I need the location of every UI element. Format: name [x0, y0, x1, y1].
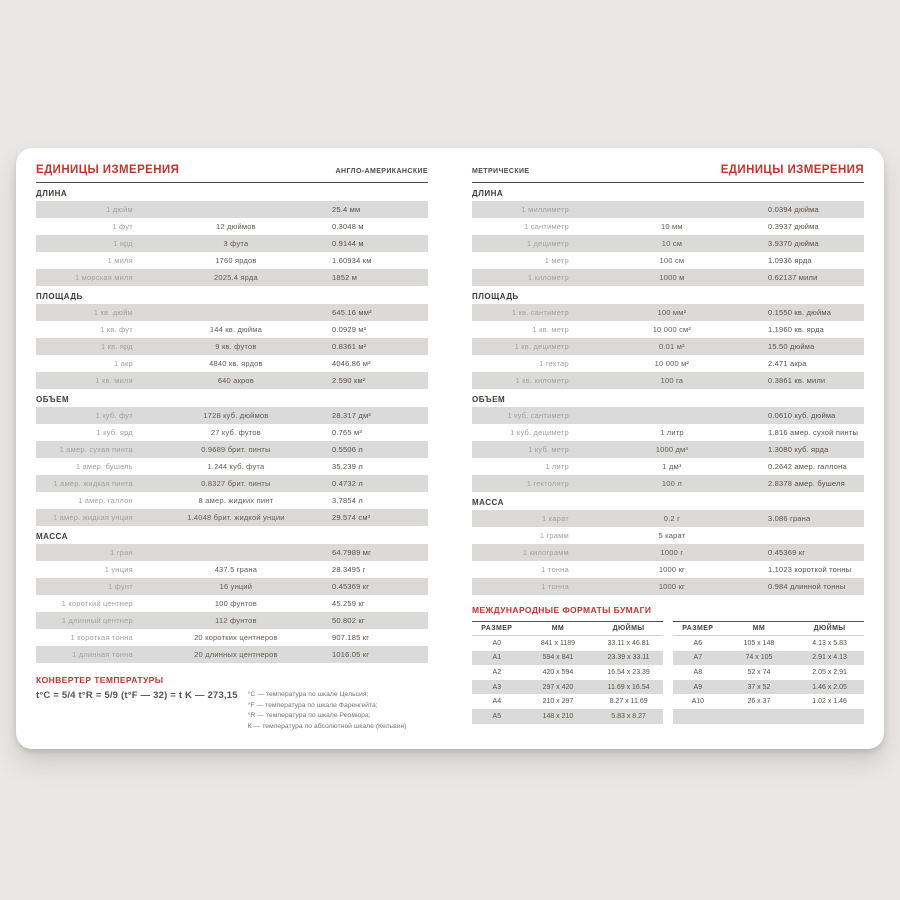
- table-row: [36, 578, 428, 595]
- note-line: К — температура по абсолютной шкале (Кельвин): [247, 722, 407, 730]
- temperature-notes: [248, 690, 428, 732]
- cell: 1.0936 ярда: [767, 256, 812, 265]
- cell: 3.7854 л: [331, 496, 363, 505]
- cell: 1 миллиметр: [521, 205, 569, 214]
- cell: 1 литр: [545, 462, 569, 471]
- note-line: °F — температура по шкале Фаренгейта;: [247, 701, 378, 709]
- cell: 0.1550 кв. дюйма: [767, 308, 832, 317]
- cell: 1.60934 км: [331, 256, 372, 265]
- cell: 640 акров: [217, 376, 254, 385]
- cell: 1 гран: [110, 548, 133, 557]
- cell: 1 длинная тонна: [72, 650, 133, 659]
- cell: 0.2642 амер. галлона: [767, 462, 847, 471]
- cell: 1 куб. сантиметр: [507, 411, 569, 420]
- table-row: [673, 651, 864, 666]
- cell: A5: [492, 712, 502, 720]
- paper-table-a0-a5: [472, 621, 663, 724]
- page-anglo-american: [36, 148, 428, 749]
- cell: 52 x 74: [747, 668, 771, 676]
- cell: 2.05 x 2.91: [812, 668, 847, 676]
- cell: A3: [492, 683, 502, 691]
- cell: 0.4732 л: [331, 479, 363, 488]
- cell: 1 куб. метр: [528, 445, 569, 454]
- cell: 0.0929 м²: [331, 325, 367, 334]
- table-row: [36, 338, 428, 355]
- table-row: [472, 544, 864, 561]
- volume-table: [36, 407, 428, 526]
- page-subtitle: МЕТРИЧЕСКИЕ: [472, 168, 530, 175]
- paper-formats: [472, 605, 864, 724]
- cell: 3.086 грана: [767, 514, 811, 523]
- cell: 12 дюймов: [216, 222, 256, 231]
- table-row: [36, 407, 428, 424]
- cell: 1 грамм: [539, 531, 569, 540]
- cell: 8 амер. жидких пинт: [198, 496, 274, 505]
- cell: 1 длинный центнер: [61, 616, 133, 625]
- cell: 1000 м: [659, 273, 685, 282]
- cell: 1 амер. галлон: [78, 496, 133, 505]
- section-title: ДЛИНА: [36, 189, 68, 198]
- cell: 0.0394 дюйма: [767, 205, 819, 214]
- table-row: [36, 458, 428, 475]
- section-volume: [36, 396, 428, 526]
- cell: 100 фунтов: [214, 599, 257, 608]
- length-table: [36, 201, 428, 286]
- cell: 437.5 грана: [214, 565, 258, 574]
- table-row: [472, 458, 864, 475]
- table-row: [36, 252, 428, 269]
- table-row: [472, 561, 864, 578]
- cell: 144 кв. дюйма: [209, 325, 262, 334]
- area-table: [472, 304, 864, 389]
- table-row: [36, 561, 428, 578]
- table-row: [472, 304, 864, 321]
- cell: 645.16 мм²: [331, 308, 372, 317]
- cell: 1.1023 короткой тонны: [767, 565, 852, 574]
- table-row: [673, 680, 864, 695]
- cell: 100 л: [661, 479, 682, 488]
- cell: 1 километр: [527, 273, 569, 282]
- cell: 2.590 км²: [331, 376, 366, 385]
- cell: 1000 кг: [658, 582, 685, 591]
- cell: 16 унций: [219, 582, 253, 591]
- table-row: [472, 578, 864, 595]
- table-row: [472, 636, 663, 651]
- cell: 0.2 г: [663, 514, 681, 523]
- table-row: [472, 269, 864, 286]
- cell: 0.3937 дюйма: [767, 222, 819, 231]
- cell: 594 x 841: [542, 654, 574, 662]
- paper-rows: [472, 636, 663, 724]
- page-header: [36, 161, 428, 176]
- cell: 297 x 420: [542, 683, 574, 691]
- table-row: [472, 201, 864, 218]
- cell: 210 x 297: [542, 698, 574, 706]
- section-title: ПЛОЩАДЬ: [36, 292, 83, 301]
- table-row: [36, 646, 428, 663]
- cell: 20 длинных центнеров: [194, 650, 278, 659]
- cell: 28.3495 г: [331, 565, 366, 574]
- cell: A9: [693, 683, 703, 691]
- note-line: °C — температура по шкале Цельсия;: [247, 691, 369, 698]
- section-title: МАССА: [472, 498, 504, 507]
- section-title: ОБЪЕМ: [36, 395, 70, 404]
- cell: 1.02 x 1.46: [812, 698, 847, 706]
- paper-formats-title: МЕЖДУНАРОДНЫЕ ФОРМАТЫ БУМАГИ: [472, 605, 652, 615]
- table-row: [36, 269, 428, 286]
- cell: 50.802 кг: [331, 616, 365, 625]
- cell: 4046.86 м²: [331, 359, 371, 368]
- table-row: [36, 509, 428, 526]
- table-row: [36, 441, 428, 458]
- table-row: [472, 424, 864, 441]
- header-rule: [472, 182, 864, 183]
- page-subtitle: АНГЛО-АМЕРИКАНСКИЕ: [335, 168, 428, 175]
- page-metric: [472, 148, 864, 749]
- cell: 1.1960 кв. ярда: [767, 325, 825, 334]
- table-row: [36, 304, 428, 321]
- cell: A0: [492, 639, 502, 647]
- table-row: [36, 218, 428, 235]
- table-row: [472, 709, 663, 724]
- cell: 2025.4 ярда: [213, 273, 258, 282]
- cell: 2.471 акра: [767, 359, 807, 368]
- cell: 1000 дм³: [655, 445, 689, 454]
- cell: 420 x 594: [542, 668, 574, 676]
- cell: 1.4048 брит. жидкой унции: [187, 513, 285, 522]
- table-row: [472, 510, 864, 527]
- table-row: [36, 544, 428, 561]
- table-row: [36, 612, 428, 629]
- cell: 1 тонна: [541, 565, 569, 574]
- cell: A8: [693, 668, 703, 676]
- cell: 0.765 м³: [331, 428, 363, 437]
- cell: 27 куб. футов: [210, 428, 261, 437]
- cell: 1 дециметр: [526, 239, 569, 248]
- cell: A1: [492, 654, 502, 662]
- cell: 0.5506 л: [331, 445, 363, 454]
- mass-table: [36, 544, 428, 663]
- cell: 9 кв. футов: [215, 342, 257, 351]
- cell: 907.185 кг: [331, 633, 370, 642]
- table-row: [673, 694, 864, 709]
- cell: 45.259 кг: [331, 599, 365, 608]
- cell: 1 амер. жидкая пинта: [53, 479, 133, 488]
- cell: 1 фут: [112, 222, 133, 231]
- cell: 1 ярд: [113, 239, 133, 248]
- cell: 11.69 x 16.54: [607, 683, 650, 691]
- cell: 26 x 37: [747, 698, 771, 706]
- section-length: [472, 190, 864, 286]
- table-row: [36, 321, 428, 338]
- cell: 1 миля: [107, 256, 133, 265]
- table-row: [472, 218, 864, 235]
- cell: 148 x 210: [542, 712, 574, 720]
- cell: 3 фута: [223, 239, 249, 248]
- length-table: [472, 201, 864, 286]
- section-title: ДЛИНА: [472, 189, 504, 198]
- cell: 1 дюйм: [106, 205, 133, 214]
- cell: 1 гектар: [539, 359, 569, 368]
- cell: 1 куб. фут: [95, 411, 133, 420]
- cell: 1 акр: [113, 359, 133, 368]
- table-row: [472, 527, 864, 544]
- temperature-body: [36, 690, 428, 732]
- cell: A10: [691, 698, 705, 706]
- table-row: [472, 680, 663, 695]
- table-row: [472, 651, 663, 666]
- cell: 0.9144 м: [331, 239, 364, 248]
- section-area: [472, 293, 864, 389]
- cell: A4: [492, 698, 502, 706]
- section-title: ПЛОЩАДЬ: [472, 292, 519, 301]
- col-header-mm: ММ: [551, 625, 565, 632]
- table-row: [36, 475, 428, 492]
- cell: 1 унция: [104, 565, 133, 574]
- table-row: [36, 424, 428, 441]
- cell: 0.0610 куб. дюйма: [767, 411, 836, 420]
- cell: 16.54 x 23.39: [607, 668, 650, 676]
- cell: 112 фунтов: [215, 616, 257, 625]
- cell: 0.62137 мили: [767, 273, 818, 282]
- cell: 0.3861 кв. мили: [767, 376, 826, 385]
- table-row: [36, 595, 428, 612]
- cell: 1 амер. жидкая унция: [52, 513, 133, 522]
- cell: A7: [693, 654, 703, 662]
- cell: 0.9689 брит. пинты: [201, 445, 271, 454]
- cell: 4.13 x 5.83: [812, 639, 847, 647]
- cell: 10 000 м²: [654, 359, 690, 368]
- cell: 0.3048 м: [331, 222, 364, 231]
- cell: 64.7989 мг: [331, 548, 372, 557]
- cell: 20 коротких центнеров: [194, 633, 278, 642]
- cell: 1.244 куб. фута: [207, 462, 265, 471]
- cell: 100 га: [660, 376, 684, 385]
- cell: 35.239 л: [331, 462, 363, 471]
- cell: 0.8327 брит. пинты: [201, 479, 271, 488]
- table-row: [36, 492, 428, 509]
- cell: 1 гектолитр: [526, 479, 569, 488]
- paper-table-header: [673, 621, 864, 636]
- area-table: [36, 304, 428, 389]
- table-row: [472, 338, 864, 355]
- cell: 29.574 см³: [331, 513, 371, 522]
- cell: 1 килограмм: [522, 548, 569, 557]
- table-row: [472, 665, 663, 680]
- col-header-size: РАЗМЕР: [682, 625, 714, 632]
- cell: 105 x 148: [743, 639, 775, 647]
- cell: 1 амер. сухая пинта: [59, 445, 133, 454]
- cell: 1 кв. фут: [100, 325, 133, 334]
- cell: 23.39 x 33.11: [607, 654, 650, 662]
- cell: 1 дм³: [662, 462, 682, 471]
- page-title: ЕДИНИЦЫ ИЗМЕРЕНИЯ: [36, 164, 180, 176]
- cell: 5.83 x 8.27: [611, 712, 646, 720]
- section-length: [36, 190, 428, 286]
- cell: 1000 г: [660, 548, 684, 557]
- cell: 1 метр: [544, 256, 569, 265]
- cell: 3.9370 дюйма: [767, 239, 819, 248]
- table-row: [673, 665, 864, 680]
- cell: 10 см: [661, 239, 683, 248]
- col-header-inches: ДЮЙМЫ: [612, 625, 645, 632]
- table-row: [472, 252, 864, 269]
- page-header: [472, 161, 864, 176]
- cell: 37 x 52: [747, 683, 771, 691]
- paper-table-a6-a10: [673, 621, 864, 724]
- col-header-mm: ММ: [752, 625, 766, 632]
- table-row: [36, 629, 428, 646]
- col-header-size: РАЗМЕР: [481, 625, 513, 632]
- cell: 1 короткий центнер: [61, 599, 133, 608]
- cell: 74 x 105: [745, 654, 773, 662]
- cell: 1 кв. сантиметр: [511, 308, 569, 317]
- volume-table: [472, 407, 864, 492]
- cell: 1728 куб. дюймов: [203, 411, 269, 420]
- planner-spread: [16, 148, 884, 749]
- table-row: [36, 372, 428, 389]
- cell: 1.3080 куб. ярда: [767, 445, 829, 454]
- cell: 33.11 x 46.81: [607, 639, 650, 647]
- paper-tables: [472, 621, 864, 724]
- section-mass: [36, 533, 428, 663]
- cell: 1 морская миля: [75, 273, 133, 282]
- cell: 1 кв. дециметр: [514, 342, 569, 351]
- cell: 2.91 x 4.13: [812, 654, 847, 662]
- cell: 1.46 x 2.05: [812, 683, 847, 691]
- cell: 100 мм²: [657, 308, 687, 317]
- table-row: [472, 407, 864, 424]
- cell: 1 короткая тонна: [70, 633, 133, 642]
- cell: 1 кв. дюйм: [93, 308, 133, 317]
- header-rule: [36, 182, 428, 183]
- cell: 0.01 м²: [659, 342, 685, 351]
- cell: 15.50 дюйма: [767, 342, 815, 351]
- cell: 1 литр: [660, 428, 684, 437]
- section-title: МАССА: [36, 532, 68, 541]
- cell: 1 куб. дециметр: [510, 428, 569, 437]
- cell: 25.4 мм: [331, 205, 361, 214]
- table-row: [673, 636, 864, 651]
- cell: 1 кв. ярд: [100, 342, 133, 351]
- cell: 1000 кг: [658, 565, 685, 574]
- paper-table-header: [472, 621, 663, 636]
- cell: 1 кв. километр: [515, 376, 569, 385]
- table-row: [36, 201, 428, 218]
- col-header-inches: ДЮЙМЫ: [813, 625, 846, 632]
- cell: 2.8378 амер. бушеля: [767, 479, 845, 488]
- cell: 1 куб. ярд: [96, 428, 133, 437]
- page-title: ЕДИНИЦЫ ИЗМЕРЕНИЯ: [720, 164, 864, 176]
- temperature-converter: [36, 675, 428, 732]
- table-row: [472, 475, 864, 492]
- table-row: [673, 709, 864, 724]
- cell: 1 фунт: [108, 582, 133, 591]
- mass-table: [472, 510, 864, 595]
- cell: 1.816 амер. сухой пинты: [767, 428, 859, 437]
- cell: A6: [693, 639, 703, 647]
- cell: 4840 кв. ярдов: [209, 359, 263, 368]
- table-row: [36, 355, 428, 372]
- cell: 0.45369 кг: [767, 548, 806, 557]
- section-mass: [472, 499, 864, 595]
- cell: 5 карат: [658, 531, 686, 540]
- table-row: [472, 694, 663, 709]
- cell: 1852 м: [331, 273, 358, 282]
- table-row: [472, 235, 864, 252]
- cell: 1 тонна: [541, 582, 569, 591]
- section-area: [36, 293, 428, 389]
- cell: 1 кв. метр: [532, 325, 569, 334]
- cell: 1 сантиметр: [524, 222, 569, 231]
- cell: 0.45369 кг: [331, 582, 370, 591]
- section-volume: [472, 396, 864, 492]
- section-title: ОБЪЕМ: [472, 395, 506, 404]
- table-row: [472, 372, 864, 389]
- cell: 8.27 x 11.69: [609, 698, 648, 706]
- cell: 1 амер. бушель: [75, 462, 133, 471]
- cell: 0.8361 м²: [331, 342, 367, 351]
- cell: 0.984 длинной тонны: [767, 582, 846, 591]
- table-row: [36, 235, 428, 252]
- cell: 10 мм: [661, 222, 683, 231]
- table-row: [472, 441, 864, 458]
- cell: 28.317 дм³: [331, 411, 372, 420]
- note-line: °R — температура по шкале Реомюра;: [247, 712, 371, 719]
- cell: 10 000 см²: [652, 325, 692, 334]
- temperature-formula: t°C = 5/4 t°R = 5/9 (t°F — 32) = t K — 273,15: [36, 690, 238, 701]
- cell: 1 кв. миля: [95, 376, 133, 385]
- paper-rows: [673, 636, 864, 724]
- cell: 1016.05 кг: [331, 650, 370, 659]
- table-row: [472, 355, 864, 372]
- table-row: [472, 321, 864, 338]
- cell: 1 карат: [541, 514, 569, 523]
- cell: A2: [492, 668, 502, 676]
- cell: 1760 ярдов: [215, 256, 257, 265]
- temperature-title: КОНВЕРТЕР ТЕМПЕРАТУРЫ: [36, 675, 164, 685]
- cell: 841 x 1189: [540, 639, 575, 647]
- cell: 100 см: [659, 256, 685, 265]
